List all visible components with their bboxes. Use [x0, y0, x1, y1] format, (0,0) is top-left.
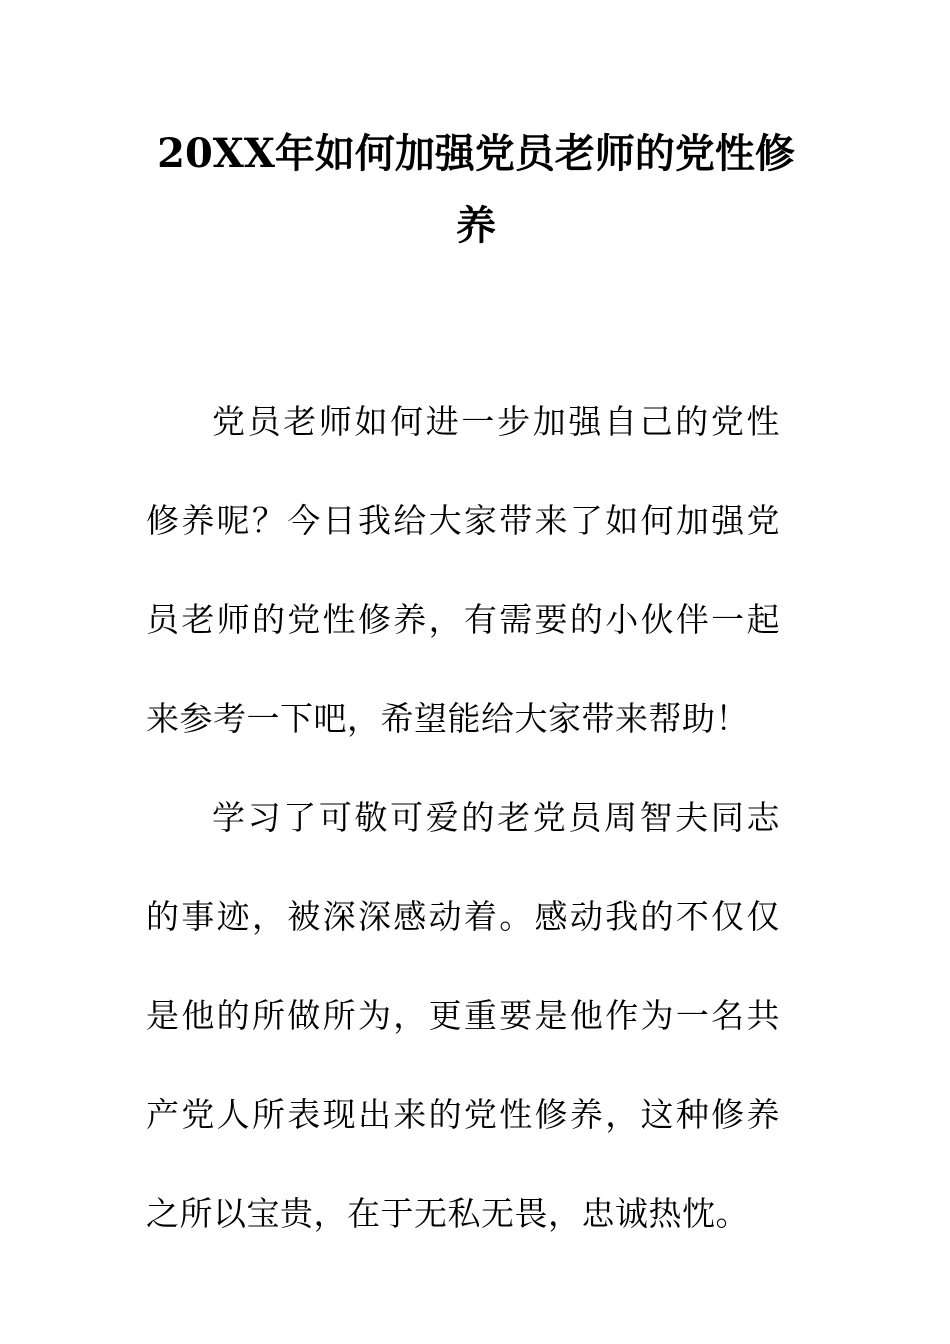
document-title: 20XX年如何加强党员老师的党性修养 [157, 130, 795, 249]
paragraph-story: 学习了可敬可爱的老党员周智夫同志的事迹，被深深感动着。感动我的不仅仅是他的所做所为，更重要是他作为一名共产党人所表现出来的党性修养，这种修养之所以宝贵，在于无私无畏，忠诚热忱。 [146, 798, 780, 1233]
document-body [146, 372, 780, 1263]
paragraph-intro: 党员老师如何进一步加强自己的党性修养呢？今日我给大家带来了如何加强党员老师的党性修养，有需要的小伙伴一起来参考一下吧，希望能给大家带来帮助！ [146, 402, 780, 738]
